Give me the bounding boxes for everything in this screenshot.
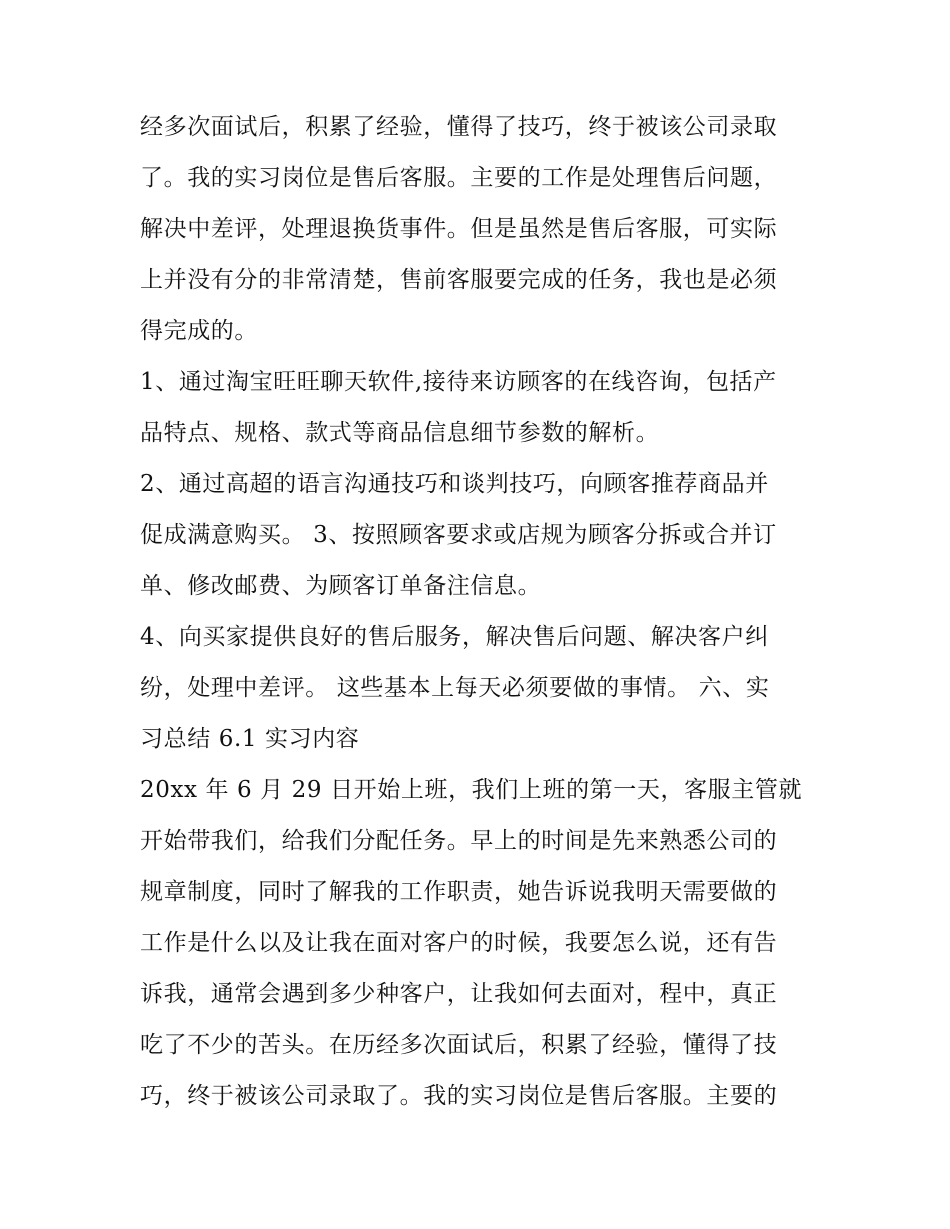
document-body bbox=[140, 102, 812, 1122]
list-item-1: 1、通过淘宝旺旺聊天软件,接待来访顾客的在线咨询，包括产 bbox=[140, 369, 777, 395]
text-line: 工作是什么以及让我在面对客户的时候，我要怎么说，还有告 bbox=[140, 930, 778, 956]
text-line: 促成满意购买。 3、按照顾客要求或店规为顾客分拆或合并订 bbox=[140, 522, 777, 548]
text-line: 诉我，通常会遇到多少种客户，让我如何去面对，程中，真正 bbox=[140, 981, 778, 1007]
text-line: 了。我的实习岗位是售后客服。主要的工作是处理售后问题， bbox=[140, 165, 778, 191]
text-line: 巧，终于被该公司录取了。我的实习岗位是售后客服。主要的 bbox=[140, 1083, 778, 1109]
section-heading: 习总结 6.1 实习内容 bbox=[140, 726, 360, 752]
text-line: 经多次面试后，积累了经验，懂得了技巧，终于被该公司录取 bbox=[140, 114, 778, 140]
text-line: 上并没有分的非常清楚，售前客服要完成的任务，我也是必须 bbox=[140, 267, 778, 293]
text-line: 20xx 年 6 月 29 日开始上班，我们上班的第一天，客服主管就 bbox=[140, 777, 803, 803]
text-line: 规章制度，同时了解我的工作职责，她告诉说我明天需要做的 bbox=[140, 879, 778, 905]
text-line: 解决中差评，处理退换货事件。但是虽然是售后客服，可实际 bbox=[140, 216, 778, 242]
list-item-2: 2、通过高超的语言沟通技巧和谈判技巧，向顾客推荐商品并 bbox=[140, 471, 769, 497]
text-line: 纷，处理中差评。 这些基本上每天必须要做的事情。 六、实 bbox=[140, 675, 770, 701]
text-line: 品特点、规格、款式等商品信息细节参数的解析。 bbox=[140, 420, 660, 446]
text-line: 得完成的。 bbox=[140, 318, 258, 344]
text-line: 单、修改邮费、为顾客订单备注信息。 bbox=[140, 573, 542, 599]
list-item-4: 4、向买家提供良好的售后服务，解决售后问题、解决客户纠 bbox=[140, 624, 769, 650]
text-line: 吃了不少的苦头。在历经多次面试后，积累了经验，懂得了技 bbox=[140, 1032, 778, 1058]
text-line: 开始带我们，给我们分配任务。早上的时间是先来熟悉公司的 bbox=[140, 828, 778, 854]
